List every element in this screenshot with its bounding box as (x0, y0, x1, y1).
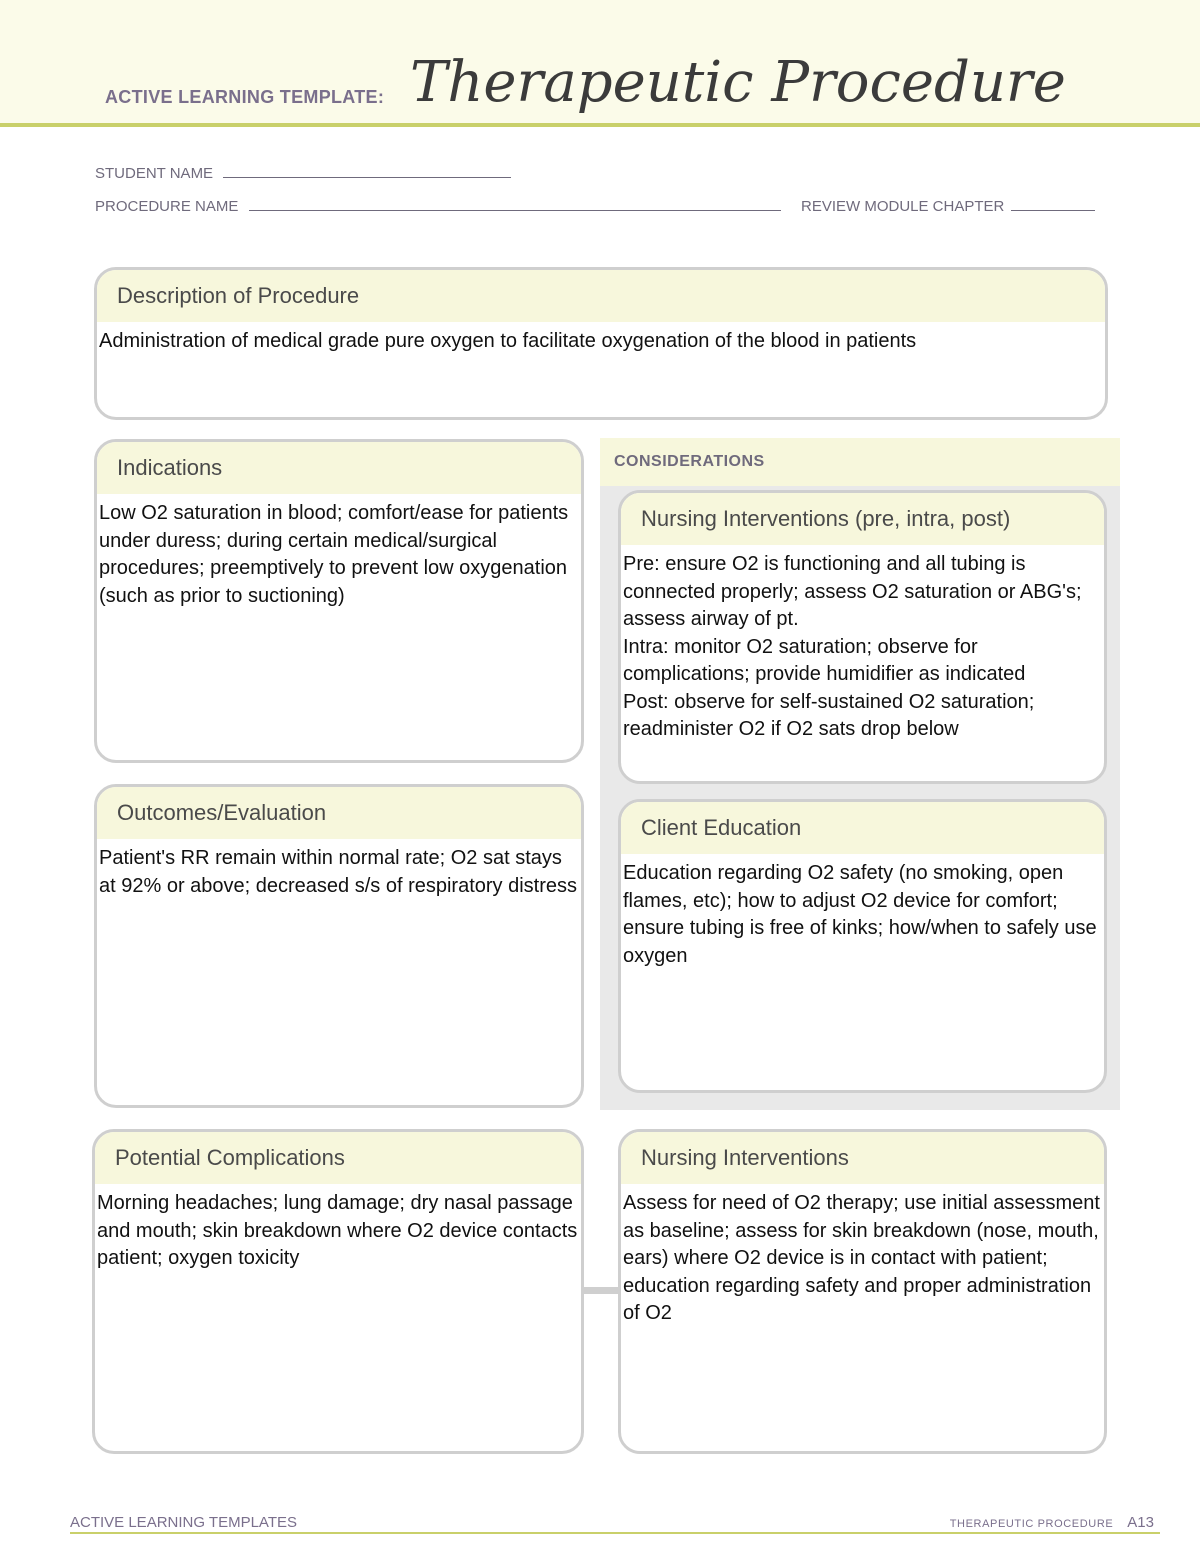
procedure-name-field[interactable] (95, 198, 781, 215)
nursing-interventions-ppp-box (618, 490, 1107, 784)
nursing-interventions-heading: Nursing Interventions (621, 1132, 1104, 1184)
outcomes-box (94, 784, 584, 1108)
footer-left: ACTIVE LEARNING TEMPLATES (70, 1514, 297, 1531)
indications-heading: Indications (97, 442, 581, 494)
complications-box (92, 1129, 584, 1454)
description-box (94, 267, 1108, 420)
page-title: Therapeutic Procedure (410, 50, 1066, 115)
outcomes-text[interactable]: Patient's RR remain within normal rate; O2 sat stays at 92% or above; decreased s/s of respiratory distress (99, 847, 578, 897)
procedure-name-blank[interactable] (249, 198, 781, 211)
nursing-interventions-ppp-heading: Nursing Interventions (pre, intra, post) (621, 493, 1104, 545)
student-name-label: STUDENT NAME (95, 165, 214, 182)
outcomes-heading: Outcomes/Evaluation (97, 787, 581, 839)
review-module-field[interactable] (801, 198, 1095, 215)
template-label: ACTIVE LEARNING TEMPLATE: (105, 87, 385, 107)
client-education-heading: Client Education (621, 802, 1104, 854)
nursing-intervention-pre: Pre: ensure O2 is functioning and all tubing is connected properly; assess O2 saturation or ABG's; assess airway of pt. (623, 553, 1082, 630)
considerations-heading: CONSIDERATIONS (600, 438, 1120, 486)
client-education-box (618, 799, 1107, 1093)
nursing-intervention-readminister: readminister O2 if O2 sats drop below (623, 718, 959, 740)
complications-heading: Potential Complications (95, 1132, 581, 1184)
nursing-intervention-intra: Intra: monitor O2 saturation; observe for complications; provide humidifier as indicated (623, 635, 1026, 685)
procedure-name-label: PROCEDURE NAME (95, 198, 239, 215)
complications-text[interactable]: Morning headaches; lung damage; dry nasal passage and mouth; skin breakdown where O2 device contacts patient; oxygen toxicity (97, 1192, 578, 1269)
indications-box (94, 439, 584, 763)
nursing-intervention-post: Post: observe for self-sustained O2 saturation; (623, 690, 1035, 713)
description-heading: Description of Procedure (97, 270, 1105, 322)
review-module-label: REVIEW MODULE CHAPTER (801, 198, 1005, 215)
indications-text[interactable]: Low O2 saturation in blood; comfort/ease for patients under duress; during certain medical/surgical procedures; preemptively to prevent low oxygenation (such as prior to suctioning) (99, 502, 569, 607)
review-module-blank[interactable] (1011, 198, 1095, 211)
description-text[interactable]: Administration of medical grade pure oxygen to facilitate oxygenation of the blood in patients (99, 330, 917, 352)
page-number: A13 (1127, 1514, 1154, 1531)
client-education-text[interactable]: Education regarding O2 safety (no smoking, open flames, etc); how to adjust O2 device for comfort; ensure tubing is free of kinks; how/when to safely use oxygen (623, 862, 1097, 967)
header-divider (0, 123, 1200, 127)
nursing-interventions-box (618, 1129, 1107, 1454)
nursing-interventions-text[interactable]: Assess for need of O2 therapy; use initial assessment as baseline; assess for skin breakdown (nose, mouth, ears) where O2 device is in contact with patient; education regarding safety and proper administration of O2 (623, 1192, 1100, 1324)
student-name-field[interactable] (95, 165, 511, 182)
footer-divider (70, 1532, 1160, 1534)
box-connector (583, 1287, 619, 1294)
footer-section-label: THERAPEUTIC PROCEDURE (949, 1518, 1114, 1530)
student-name-blank[interactable] (223, 165, 511, 178)
nursing-interventions-ppp-text[interactable] (621, 545, 1104, 744)
footer-right (950, 1514, 1154, 1531)
